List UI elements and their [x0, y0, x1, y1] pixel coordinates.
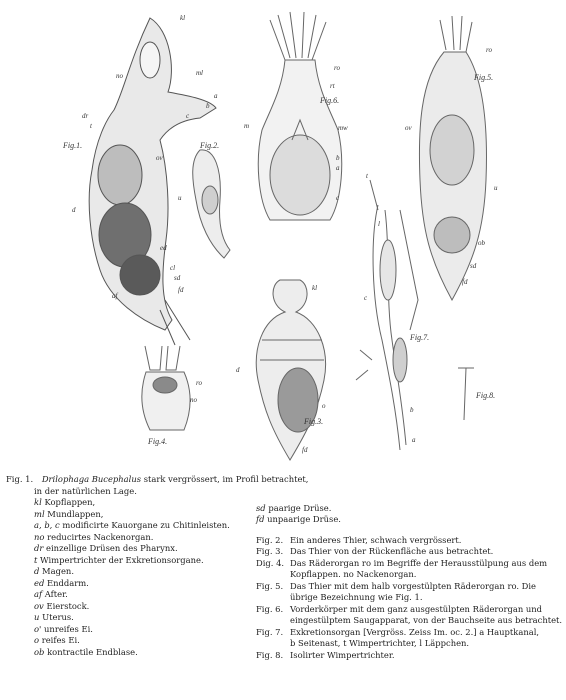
fig7-letter-b: b: [410, 406, 414, 414]
legend-left-item-symbol: ob: [34, 646, 45, 657]
legend-left-item-symbol: d: [34, 566, 40, 576]
fig5-letter-sd: sd: [470, 262, 477, 270]
right-entry-text: übrige Bezeichnung wie Fig. 1.: [290, 592, 423, 603]
right-entry-text: Das Räderorgan ro im Begriffe der Herausstülpung aus dem: [290, 557, 548, 568]
caption-fig1-line: [6, 474, 308, 486]
fig5-letter-ov: ov: [405, 124, 412, 132]
legend-left-item-text: einzellige Drüsen des Pharynx.: [46, 543, 178, 553]
legend-left-item-text: unreifes Ei.: [44, 623, 93, 634]
caption-fig1-rest: stark vergrössert, im Profil betrachtet,: [143, 474, 309, 484]
fig6-letter-c: c: [336, 194, 340, 202]
caption-fig1-species: Drilophaga Bucephalus: [41, 474, 142, 484]
fig1-letter-ov: ov: [156, 154, 163, 162]
right-entry-text: eingestülptem Saugapparat, von der Bauchseite aus betrachtet.: [290, 615, 563, 626]
legend-left-item-symbol: u: [34, 612, 40, 622]
fig1-letter-dr: dr: [82, 112, 89, 120]
fig5-letter-ob: ob: [478, 239, 485, 247]
legend-left-item-symbol: t: [34, 554, 38, 565]
legend-left-item-symbol: o: [34, 635, 40, 645]
fig1-letter-a: a: [214, 92, 218, 100]
fig2-drawing: [193, 150, 230, 258]
fig1-letter-ed: ed: [160, 244, 167, 252]
legend-left-item: [34, 589, 68, 601]
fig1-label: Fig.1.: [63, 141, 83, 150]
legend-left-item: [34, 566, 74, 578]
legend-left-item: [34, 635, 80, 647]
right-entry-num: Fig. 8.: [256, 649, 284, 660]
right-entry-num: Dig. 4.: [256, 557, 285, 568]
right-entry-num: Fig. 2.: [256, 534, 284, 545]
caption-fig1-rest2: in der natürlichen Lage.: [34, 485, 137, 496]
legend-left-item: [34, 543, 178, 555]
caption-fig1-num: Fig. 1.: [6, 474, 34, 484]
legend-left-item-symbol: a, b, c: [34, 520, 60, 530]
legend-left-item-text: reifes Ei.: [41, 635, 80, 645]
fig5-letter-u: u: [494, 184, 498, 192]
legend-left-item: [34, 647, 138, 659]
fig6-letter-rt: rt: [330, 82, 335, 90]
right-entry-text: Vorderkörper mit dem ganz ausgestülpten Räderorgan und: [290, 603, 543, 614]
legend-left-item-symbol: ov: [34, 600, 44, 611]
fig7-letter-a: a: [412, 436, 416, 444]
fig3-letter-fd: fd: [302, 446, 308, 454]
legend-left-item-symbol: no: [34, 531, 45, 542]
legend-left-item: [34, 555, 204, 567]
fig6-drawing: [258, 12, 341, 220]
fig1-letter-u: u: [178, 194, 182, 202]
plate-caption: [0, 474, 566, 700]
legend-right-item-symbol: fd: [256, 514, 265, 525]
fig5-drawing: [419, 16, 486, 300]
right-entry-num: Fig. 5.: [256, 580, 284, 591]
right-entry-text: Ein anderes Thier, schwach vergrössert.: [290, 534, 462, 545]
right-entry-num: Fig. 7.: [256, 626, 284, 637]
legend-left-item-symbol: ed: [34, 577, 45, 588]
fig6-letter-mw: mw: [338, 124, 348, 132]
legend-left-item-text: After.: [44, 589, 68, 599]
fig1-letter-t: t: [90, 122, 92, 130]
right-entry-text: Das Thier mit dem halb vorgestülpten Räderorgan ro. Die: [290, 580, 537, 591]
fig1-letter-kl: kl: [180, 14, 186, 22]
right-entry-text: Exkretionsorgan [Vergröss. Zeiss Im. oc. 2.] a Hauptkanal,: [290, 626, 540, 637]
fig4-letter-ro: ro: [196, 379, 202, 387]
fig3-drawing: [256, 280, 325, 460]
fig5-label: Fig.5.: [474, 73, 494, 82]
fig7-letter-l: l: [378, 220, 380, 228]
legend-left-item-text: Magen.: [42, 566, 74, 576]
fig4-letter-no: no: [190, 396, 197, 404]
legend-left-item-text: Eierstock.: [46, 600, 90, 611]
fig6-label: Fig.6.: [320, 96, 340, 105]
legend-left-item-text: Kopflappen,: [44, 497, 96, 507]
right-entry-text: Kopflappen. no Nackenorgan.: [290, 569, 417, 580]
fig1-letter-b: b: [206, 102, 210, 110]
fig1-letter-af: af: [112, 292, 118, 300]
fig1-letter-c: c: [186, 112, 190, 120]
legend-left-item-text: Enddarm.: [47, 577, 89, 588]
fig8-drawing: [458, 368, 474, 420]
fig3-letter-d: d: [236, 366, 240, 374]
legend-left-item: [34, 601, 89, 613]
legend-left-item-text: kontractile Endblase.: [47, 646, 138, 657]
legend-left-item-symbol: ml: [34, 508, 45, 519]
fig7-letter-c: c: [364, 294, 368, 302]
fig7-drawing: [356, 180, 418, 450]
legend-right-item-text: paarige Drüse.: [268, 502, 332, 513]
right-entry-text: Isolirter Wimpertrichter.: [290, 649, 395, 660]
fig8-label: Fig.8.: [476, 391, 496, 400]
legend-right-item-text: unpaarige Drüse.: [267, 514, 341, 525]
fig6-letter-ro: ro: [334, 64, 340, 72]
legend-left-item: [34, 612, 74, 624]
legend-left-item-text: Mundlappen,: [47, 508, 104, 519]
legend-left-item-symbol: af: [34, 589, 43, 599]
right-entry-num: Fig. 3.: [256, 546, 284, 557]
fig3-letter-o: o: [322, 402, 326, 410]
fig1-letter-cl: cl: [170, 264, 176, 272]
legend-left-item-text: Uterus.: [42, 612, 74, 622]
fig4-label: Fig.4.: [148, 437, 168, 446]
fig6-letter-b: b: [336, 154, 340, 162]
fig6-letter-a: a: [336, 164, 340, 172]
fig5-letter-fd: fd: [462, 278, 468, 286]
legend-left-item: [34, 578, 89, 590]
fig5-letter-ro: ro: [486, 46, 492, 54]
fig7-letter-t: t: [366, 172, 368, 180]
legend-left-item: [34, 509, 103, 521]
legend-right-item: [256, 503, 331, 515]
fig1-letter-no: no: [116, 72, 123, 80]
fig3-letter-kl: kl: [312, 284, 318, 292]
legend-right-item: [256, 514, 341, 526]
legend-right-item-symbol: sd: [256, 502, 266, 513]
fig1-letter-d: d: [72, 206, 76, 214]
fig3-label: Fig.3.: [304, 417, 324, 426]
right-entry-text: b Seitenast, t Wimpertrichter, l Läppchen.: [290, 638, 470, 649]
legend-left-item: [34, 532, 153, 544]
fig1-letter-ml: ml: [196, 69, 203, 77]
fig6-letter-m: m: [244, 122, 250, 130]
legend-left-item-text: modificirte Kauorgane zu Chitinleisten.: [62, 520, 230, 530]
legend-left-item: [34, 624, 93, 636]
fig7-label: Fig.7.: [410, 333, 430, 342]
right-entry-num: Fig. 6.: [256, 603, 284, 614]
legend-left-item-text: reducirtes Nackenorgan.: [47, 531, 154, 542]
legend-left-item-text: Wimpertrichter der Exkretionsorgane.: [40, 554, 204, 565]
fig1-letter-fd: fd: [178, 286, 184, 294]
legend-left-item: [34, 497, 95, 509]
legend-left-item-symbol: kl: [34, 497, 42, 507]
fig4-drawing: [142, 346, 190, 430]
right-entry-text: Das Thier von der Rückenfläche aus betrachtet.: [290, 546, 494, 557]
legend-left-item: [34, 520, 230, 532]
fig2-label: Fig.2.: [200, 141, 220, 150]
legend-left-item-symbol: o': [34, 623, 42, 634]
fig1-letter-sd: sd: [174, 274, 181, 282]
legend-left-item-symbol: dr: [34, 543, 44, 553]
